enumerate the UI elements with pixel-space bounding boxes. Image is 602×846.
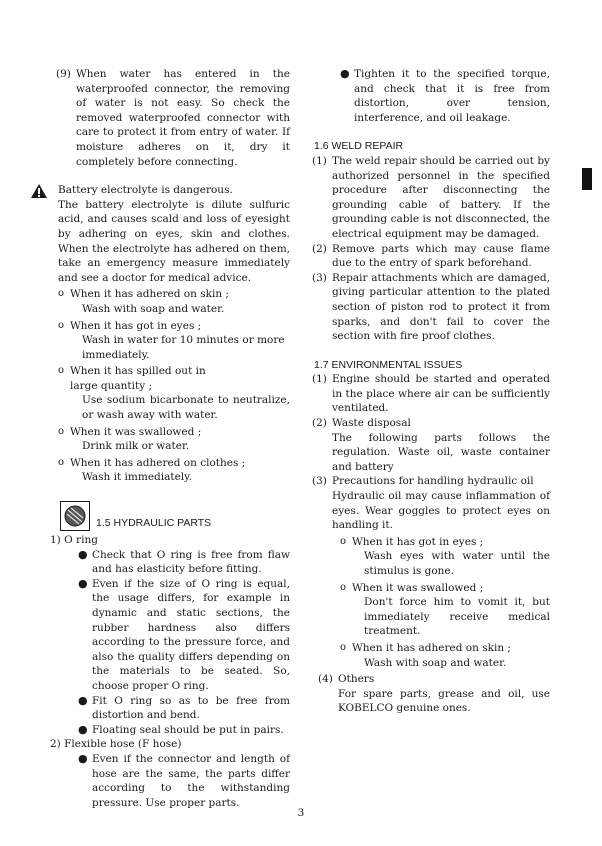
circle-bullet-icon: o — [58, 365, 65, 377]
env-item-2 — [312, 416, 550, 474]
env-item-4 — [312, 672, 550, 716]
battery-case-2 — [58, 319, 290, 363]
item-text: The following parts follows the regulation. Waste oil, waste container and battery — [332, 431, 550, 473]
battery-warning — [58, 183, 290, 485]
bullet-dot-icon: ● — [78, 576, 88, 590]
item-9-number: (9) — [56, 68, 71, 80]
bullet-text: Floating seal should be put in pairs. — [92, 723, 284, 736]
oil-case-2 — [340, 581, 550, 639]
circle-bullet-icon: o — [58, 456, 65, 468]
section-1-6 — [312, 139, 550, 343]
item-text: Hydraulic oil may cause inflammation of eyes. Wear goggles to protect eyes on handling it. — [332, 490, 550, 532]
bullet-text: Tighten it to the specified torque, and check that it is free from distortion, over tension, interference, and oil leakage. — [354, 68, 550, 124]
case-when: When it has got in eyes ; — [352, 535, 484, 548]
hydraulic-icon — [60, 501, 90, 531]
hose-bullet-1 — [78, 752, 290, 810]
item-number: (4) — [318, 673, 333, 686]
right-column — [312, 67, 550, 716]
weld-item-2 — [312, 242, 550, 271]
item-text: For spare parts, grease and oil, use KOBELCO genuine ones. — [338, 687, 550, 715]
battery-case-4 — [58, 425, 290, 454]
case-when: When it has adhered on clothes ; — [70, 456, 246, 469]
section-1-7 — [312, 358, 550, 716]
item-text: Engine should be started and operated in the place where air can be sufficiently ventilated. — [332, 373, 550, 415]
bullet-text: Even if the size of O ring is equal, the usage differs, for example in dynamic and static sections, the rubber hardness also differs according to the pressure force, and also the quality differs depending on the materials to be seated. So, choose proper O ring. — [92, 577, 290, 692]
section-1-5-header — [60, 501, 290, 531]
bullet-dot-icon: ● — [78, 693, 88, 707]
case-action: Wash with soap and water. — [364, 656, 507, 669]
circle-bullet-icon: o — [340, 535, 347, 547]
section-1-7-title: 1.7 ENVIRONMENTAL ISSUES — [314, 358, 463, 371]
battery-case-1 — [58, 287, 290, 316]
battery-heading: Battery electrolyte is dangerous. — [58, 184, 233, 197]
item-number: (1) — [312, 154, 327, 167]
section-1-6-title: 1.6 WELD REPAIR — [314, 140, 404, 153]
weld-item-1 — [312, 154, 550, 242]
circle-bullet-icon: o — [58, 425, 65, 437]
section-edge-tab — [582, 168, 592, 190]
case-action: Wash eyes with water until the stimulus is gone. — [364, 550, 550, 577]
hydraulic-disc-icon — [64, 505, 86, 527]
item-text: Remove parts which may cause flame due to the entry of spark beforehand. — [332, 242, 550, 270]
item-9-text: When water has entered in the waterproofed connector, the removing of water is not easy. So check the removed waterproofed connector with care to protect it from entry of water. If moisture adheres on it, dry it completely before connecting. — [76, 68, 290, 168]
item-number: (3) — [312, 271, 327, 284]
item-text: The weld repair should be carried out by authorized personnel in the specified procedure after disconnecting the grounding cable of battery. If the grounding cable is not disconnected, the electrical equipment may be damaged. — [332, 154, 550, 240]
torque-bullet — [340, 67, 550, 125]
bullet-text: Fit O ring so as to be free from distortion and bend. — [92, 694, 290, 722]
case-action: Don't force him to vomit it, but immediately receive medical treatment. — [364, 596, 550, 638]
case-when: When it has adhered on skin ; — [70, 288, 229, 301]
oil-case-1 — [340, 535, 550, 579]
case-when: When it has spilled out in large quantity ; — [70, 365, 206, 392]
item-number: (1) — [312, 373, 327, 386]
oring-bullet-1 — [78, 548, 290, 577]
case-action: Wash in water for 10 minutes or more immediately. — [82, 334, 285, 361]
case-action: Use sodium bicarbonate to neutralize, or wash away with water. — [82, 394, 290, 422]
circle-bullet-icon: o — [340, 581, 347, 593]
item-number: (2) — [312, 417, 327, 430]
case-action: Wash it immediately. — [82, 471, 193, 484]
circle-bullet-icon: o — [58, 288, 65, 300]
hose-label: 2) Flexible hose (F hose) — [50, 738, 182, 751]
case-when: When it was swallowed ; — [352, 581, 484, 594]
battery-case-3 — [58, 364, 290, 422]
bullet-dot-icon: ● — [78, 722, 88, 736]
env-item-3 — [312, 474, 550, 670]
oil-case-3 — [340, 641, 550, 670]
battery-case-5 — [58, 456, 290, 485]
item-heading: Others — [338, 673, 375, 686]
env-item-1 — [312, 372, 550, 416]
warning-triangle-icon — [31, 184, 47, 199]
left-column — [50, 67, 290, 810]
weld-item-3 — [312, 271, 550, 344]
item-9 — [56, 67, 290, 169]
circle-bullet-icon: o — [340, 641, 347, 653]
bullet-text: Check that O ring is free from flaw and has elasticity before fitting. — [92, 548, 290, 576]
oring-bullet-3 — [78, 694, 290, 723]
battery-text: The battery electrolyte is dilute sulfuric acid, and causes scald and loss of eyesight by adhering on eyes, skin and clothes. When the electrolyte has adhered on them, take an emergency measure immediately and see a doctor for medical advice. — [58, 198, 290, 284]
circle-bullet-icon: o — [58, 319, 65, 331]
case-action: Wash with soap and water. — [82, 302, 225, 315]
oring-label: 1) O ring — [50, 534, 98, 547]
bullet-text: Even if the connector and length of hose are the same, the parts differ according to the withstanding pressure. Use proper parts. — [92, 752, 290, 809]
oring-bullet-4 — [78, 723, 290, 738]
bullet-dot-icon: ● — [78, 547, 88, 561]
section-1-5 — [50, 501, 290, 810]
bullet-dot-icon: ● — [340, 67, 350, 80]
item-heading: Waste disposal — [332, 417, 411, 430]
page-number: 3 — [297, 807, 305, 819]
case-when: When it was swallowed ; — [70, 425, 202, 438]
item-number: (3) — [312, 475, 327, 488]
item-text: Repair attachments which are damaged, giving particular attention to the plated section of piston rod to protect it from sparks, and don't fail to cover the section with fire proof clothes. — [332, 271, 550, 343]
bullet-dot-icon: ● — [78, 751, 88, 765]
oring-bullet-2 — [78, 577, 290, 694]
item-heading: Precautions for handling hydraulic oil — [332, 475, 534, 488]
section-1-5-title: 1.5 HYDRAULIC PARTS — [96, 517, 212, 530]
case-when: When it has got in eyes ; — [70, 319, 202, 332]
item-number: (2) — [312, 242, 327, 255]
case-action: Drink milk or water. — [82, 440, 190, 453]
case-when: When it has adhered on skin ; — [352, 641, 511, 654]
